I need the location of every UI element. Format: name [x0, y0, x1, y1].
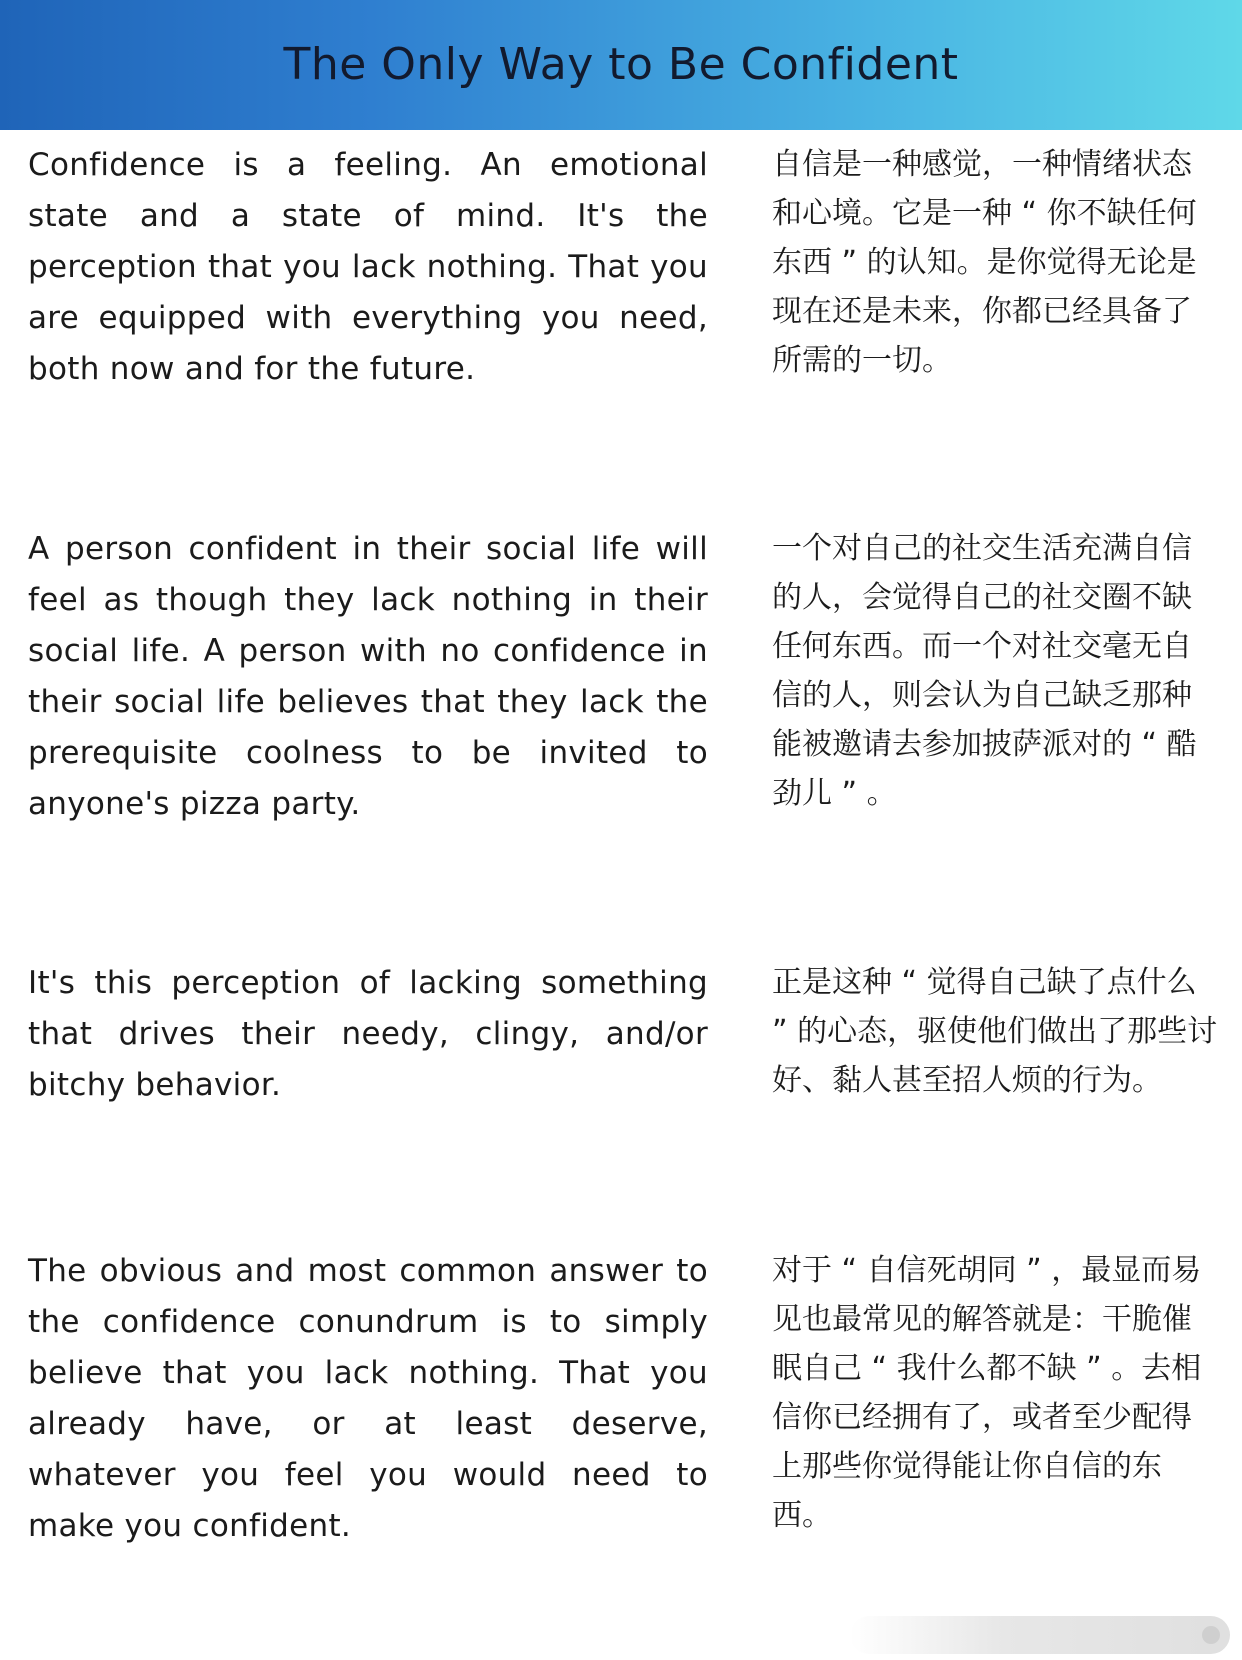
- chinese-paragraph: 正是这种 “ 觉得自己缺了点什么 ” 的心态，驱使他们做出了那些讨好、黏人甚至招人烦的行为。: [772, 965, 1218, 1098]
- watermark-icon: [1202, 1626, 1220, 1644]
- title-banner: [0, 0, 1242, 130]
- watermark: [850, 1616, 1230, 1654]
- english-paragraph: It's this perception of lacking something that drives their needy, clingy, and/or bitchy behavior.: [28, 965, 708, 1103]
- chinese-paragraph: 对于 “ 自信死胡同 ” ，最显而易见也最常见的解答就是：干脆催眠自己 “ 我什么都不缺 ” 。去相信你已经拥有了，或者至少配得上那些你觉得能让你自信的东西。: [772, 1253, 1202, 1533]
- page-title: The Only Way to Be Confident: [283, 38, 959, 90]
- english-paragraph: A person confident in their social life will feel as though they lack nothing in their social life. A person with no confidence in their social life believes that they lack the prerequisite coolness to be invited to anyone's pizza party.: [28, 531, 708, 822]
- english-paragraph: Confidence is a feeling. An emotional state and a state of mind. It's the perception that you lack nothing. That you are equipped with everything you need, both now and for the future.: [28, 147, 708, 387]
- english-paragraph: The obvious and most common answer to the confidence conundrum is to simply believe that you lack nothing. That you already have, or at least deserve, whatever you feel you would need to make you confident.: [28, 1253, 708, 1544]
- chinese-paragraph: 一个对自己的社交生活充满自信的人，会觉得自己的社交圈不缺任何东西。而一个对社交毫无自信的人，则会认为自己缺乏那种能被邀请去参加披萨派对的 “ 酷劲儿 ” 。: [772, 531, 1197, 811]
- chinese-paragraph: 自信是一种感觉，一种情绪状态和心境。它是一种 “ 你不缺任何东西 ” 的认知。是你觉得无论是现在还是未来，你都已经具备了所需的一切。: [772, 147, 1197, 378]
